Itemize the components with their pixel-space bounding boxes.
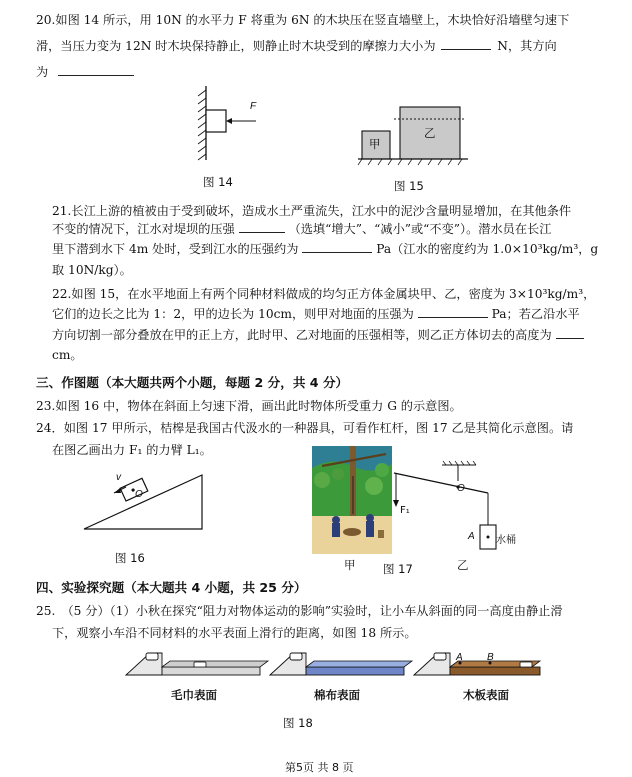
q22-line2-rest: Pa；若乙沿水平 (491, 307, 580, 321)
fig18-surface-cotton: 棉布表面 (314, 688, 360, 702)
q21-blank-pressure-change[interactable] (239, 221, 285, 233)
fig17-sub-a: 甲 (344, 558, 356, 572)
fig18-point-a: A (456, 652, 463, 663)
q21-line2-rest: （选填“增大”、“减小”或“不变”）。潜水员在长江 (288, 222, 552, 236)
q22-blank-height[interactable] (556, 327, 584, 339)
fig18-towel-panel (126, 653, 268, 675)
fig17-caption: 图 17 (383, 562, 413, 576)
fig17-sub-b: 乙 (457, 558, 469, 572)
q24-line2: 在图乙画出力 F₁ 的力臂 L₁。 (52, 443, 212, 457)
q22-blank-pressure[interactable] (418, 306, 488, 318)
q20-blank-direction[interactable] (58, 64, 134, 76)
q23-text: 23.如图 16 中，物体在斜面上匀速下滑，画出此时物体所受重力 G 的示意图。 (36, 399, 462, 413)
q21-line1: 21.长江上游的植被由于受到破坏，造成水土严重流失，江水中的泥沙含量明显增加，在其他条件 (52, 204, 572, 218)
q20-line3 (36, 64, 134, 80)
q20-line2 (36, 38, 557, 54)
fig18-wood-panel (414, 653, 540, 675)
section4-title: 四、实验探究题（本大题共 4 小题，共 25 分） (36, 580, 307, 595)
q20-line2-unit: N，其方向 (497, 39, 557, 53)
q22-line2 (52, 306, 580, 322)
q22-line2-text: 它们的边长之比为 1：2，甲的边长为 10cm，则甲对地面的压强为 (52, 307, 414, 321)
fig14-caption: 图 14 (203, 175, 233, 189)
q21-line2 (52, 221, 551, 237)
q21-line3-rest: Pa（江水的密度约为 1.0×10³kg/m³，g (376, 242, 599, 256)
figure-14 (192, 84, 272, 164)
q24-line1: 24．如图 17 甲所示，桔槔是我国古代汲水的一种器具，可看作杠杆，图 17 乙是其简化示意图。请 (36, 421, 574, 435)
q20-line2-text: 滑，当压力变为 12N 时木块保持静止，则静止时木块受到的摩擦力大小为 (36, 39, 436, 53)
figure-15 (358, 101, 478, 167)
q25-line1: 25. （5 分）（1）小秋在探究“阻力对物体运动的影响”实验时，让小车从斜面的同一高度由静止滑 (36, 604, 563, 618)
figure-17-jia-image (312, 446, 392, 554)
fig17-bucket-label: 水桶 (496, 535, 516, 546)
q21-line2-text: 不变的情况下，江水对堤坝的压强 (52, 222, 235, 236)
q22-line4: cm。 (52, 348, 83, 362)
fig16-v-label: v (116, 472, 121, 483)
fig17-f1-label: F₁ (400, 505, 410, 516)
fig18-surface-wood: 木板表面 (463, 688, 509, 702)
page-number: 第5页 共 8 页 (285, 761, 354, 774)
q20-blank-friction[interactable] (441, 38, 491, 50)
fig15-caption: 图 15 (394, 179, 424, 193)
figure-16 (80, 473, 210, 533)
fig18-surface-towel: 毛巾表面 (171, 688, 217, 702)
section3-title: 三、作图题（本大题共两个小题，每题 2 分，共 4 分） (36, 375, 349, 390)
fig15-label-b: 乙 (424, 126, 436, 140)
fig15-label-a: 甲 (369, 137, 381, 151)
q22-line1: 22.如图 15，在水平地面上有两个同种材料做成的均匀正方体金属块甲、乙，密度为 3×10³kg/m³， (52, 287, 596, 301)
fig16-o-label: O (135, 489, 143, 500)
fig16-caption: 图 16 (115, 551, 145, 565)
q20-line3-text: 为 (36, 65, 49, 79)
fig18-point-b: B (487, 652, 494, 663)
q21-line3 (52, 241, 598, 257)
q21-line3-text: 里下潜到水下 4m 处时，受到江水的压强约为 (52, 242, 299, 256)
q22-line3 (52, 327, 584, 343)
figure-18 (122, 647, 542, 687)
fig17-o-label: O (457, 483, 465, 494)
q21-line4: 取 10N/kg）。 (52, 263, 132, 277)
fig18-cotton-panel (270, 653, 412, 675)
q22-line3-text: 方向切割一部分叠放在甲的正上方，此时甲、乙对地面的压强相等，则乙正方体切去的高度为 (52, 328, 552, 342)
q25-line2: 下，观察小车沿不同材料的水平表面上滑行的距离，如图 18 所示。 (52, 626, 417, 640)
fig14-force-label: F (250, 101, 257, 112)
q21-blank-water-pressure[interactable] (302, 241, 372, 253)
fig17-a-label: A (468, 531, 475, 542)
q20-line1: 20.如图 14 所示，用 10N 的水平力 F 将重为 6N 的木块压在竖直墙壁上，木块恰好沿墙壁匀速下 (36, 13, 570, 27)
fig18-caption: 图 18 (283, 716, 313, 730)
